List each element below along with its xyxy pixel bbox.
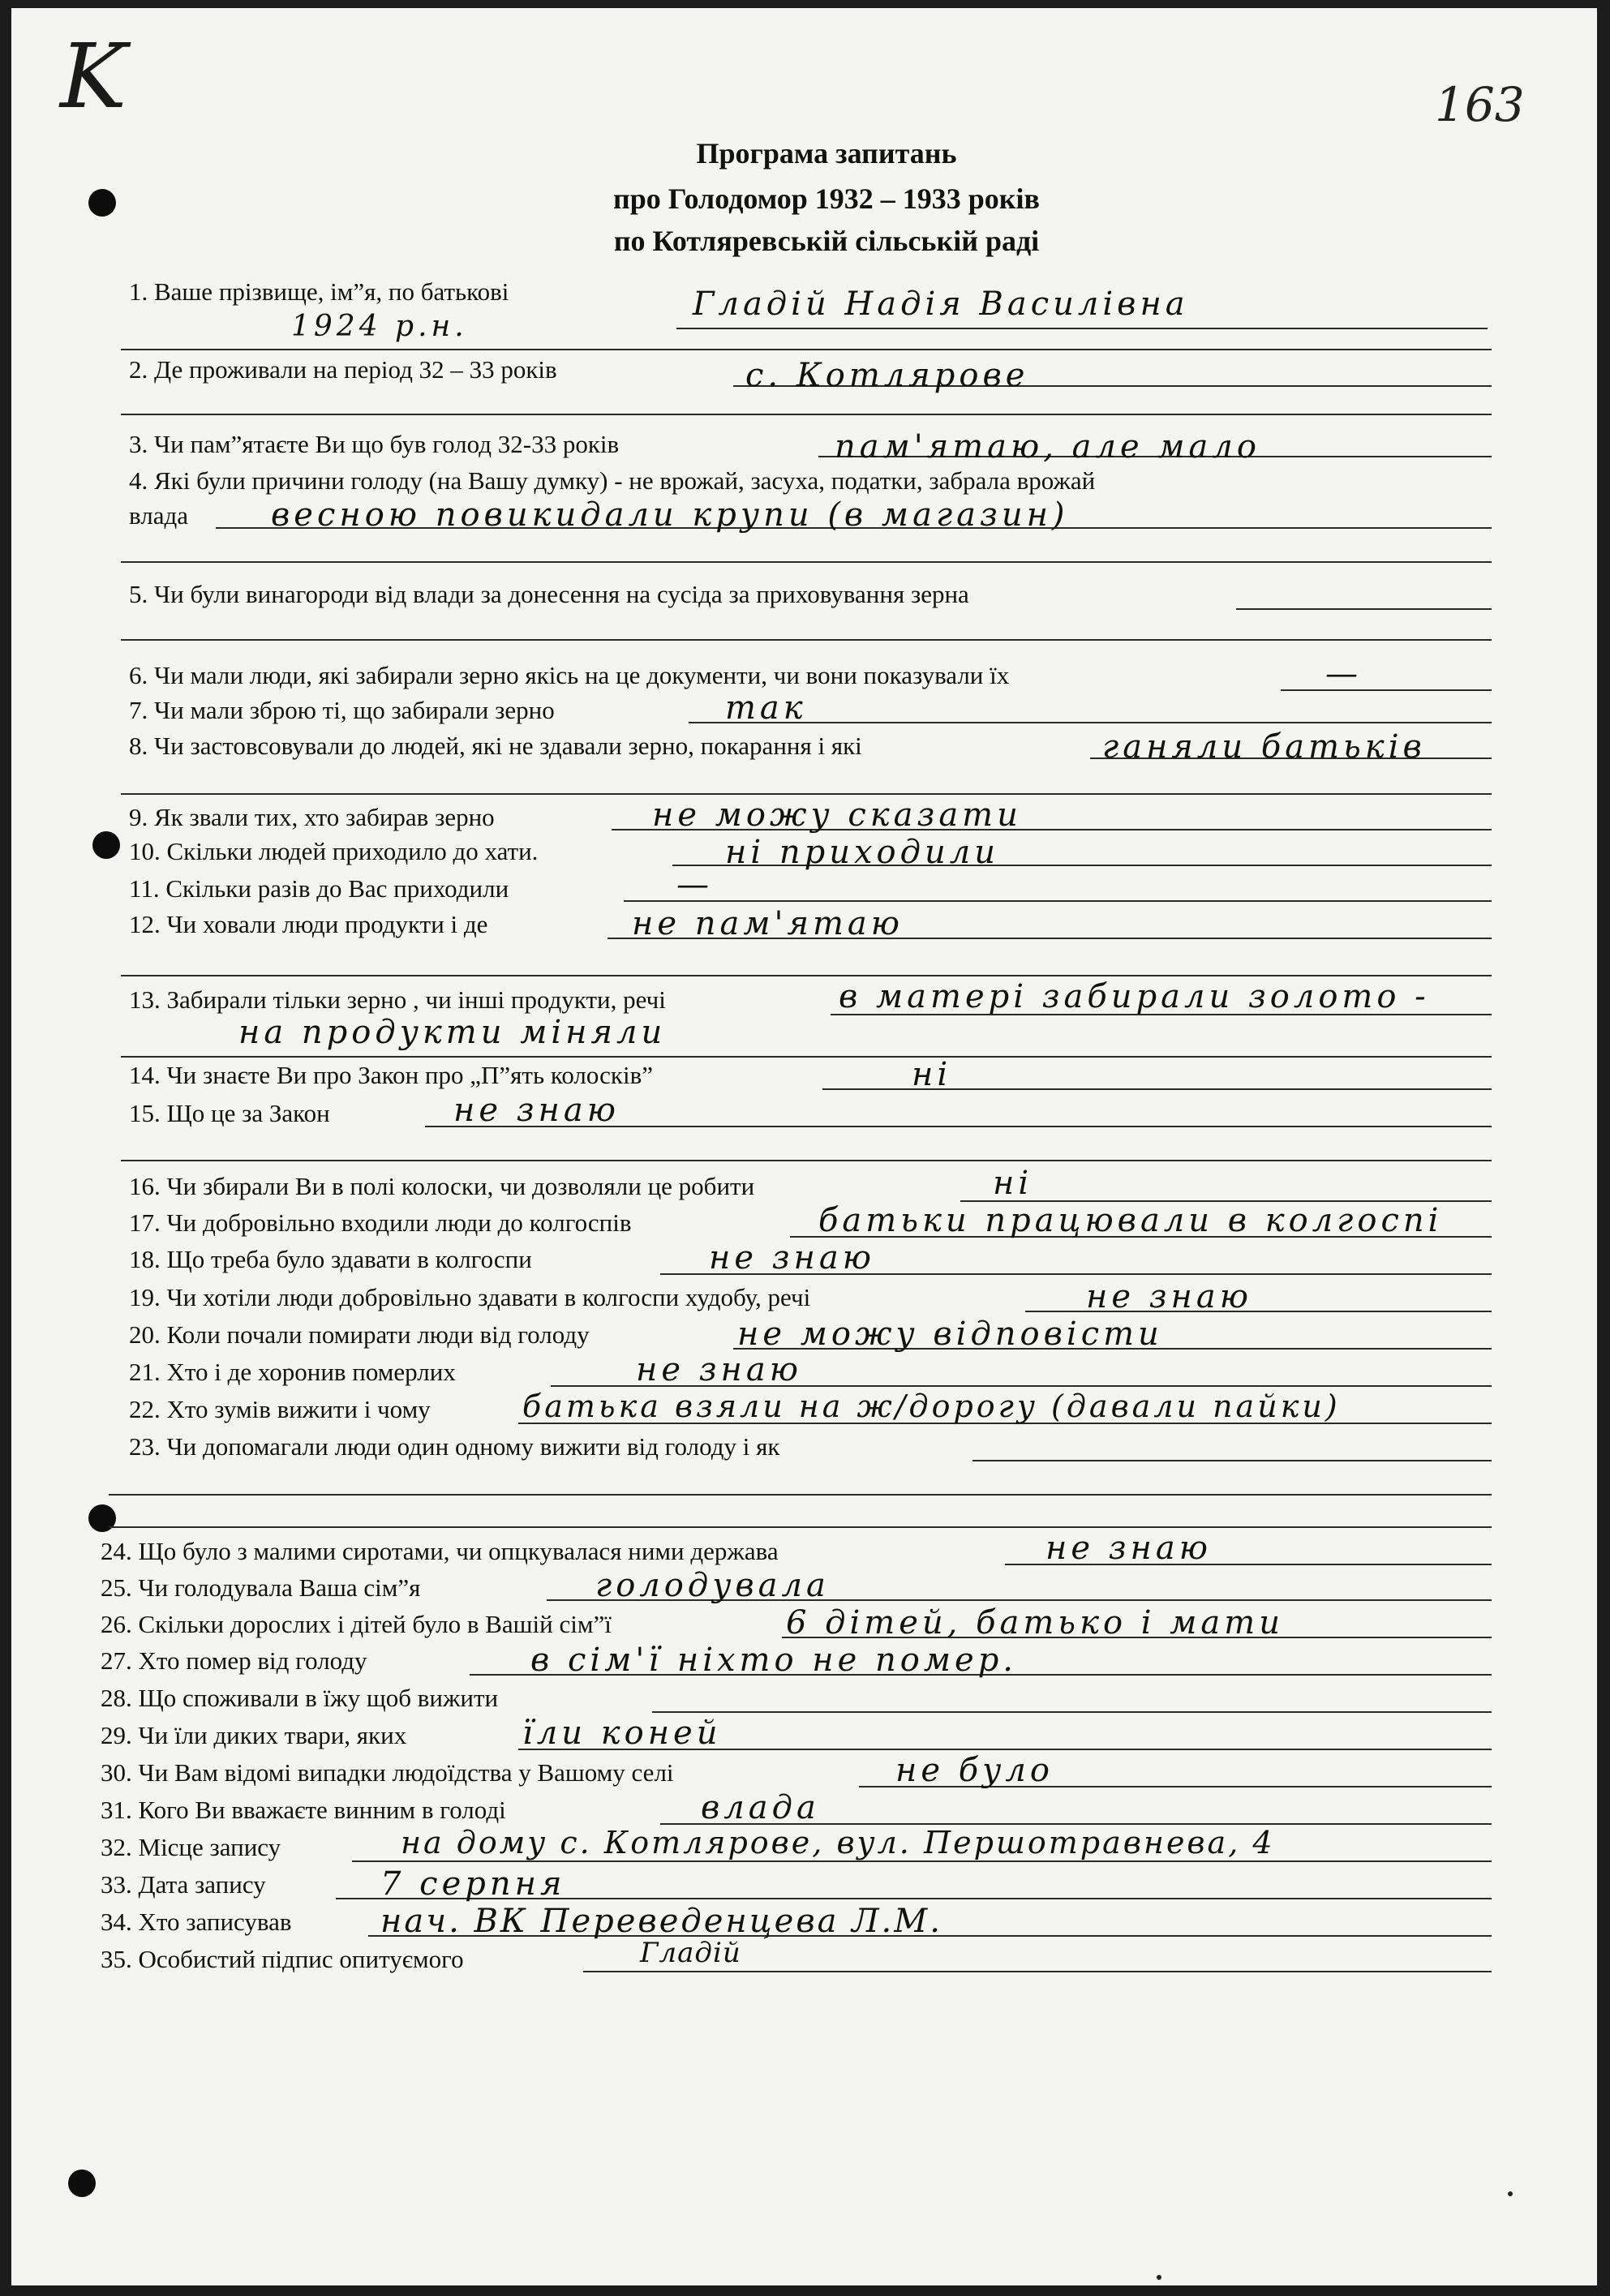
question-label: 25. Чи голодувала Ваша сім”я [101, 1573, 421, 1602]
question-label: 7. Чи мали зброю ті, що забирали зерно [129, 696, 555, 724]
punch-hole [92, 831, 120, 859]
answer-line [972, 1460, 1492, 1461]
answer-line [1236, 608, 1492, 610]
handwritten-answer: не було [895, 1752, 1054, 1789]
answer-line [652, 1711, 1492, 1713]
question-label: 26. Скільки дорослих і дітей було в Вашій сім”ї [101, 1610, 612, 1638]
title-line-2: про Голодомор 1932 – 1933 років [613, 182, 1040, 215]
answer-line [121, 561, 1492, 563]
handwritten-answer: голодувала [595, 1567, 830, 1604]
answer-line [121, 975, 1492, 976]
answer-line [121, 793, 1492, 795]
answer-line [689, 722, 1492, 723]
question-label: 6. Чи мали люди, які забирали зерно якісь на це документи, чи вони показували їх [129, 661, 1010, 689]
handwritten-answer: їли коней [522, 1714, 722, 1752]
handwritten-answer: в сім'ї ніхто не помер. [530, 1642, 1018, 1679]
question-label: 11. Скільки разів до Вас приходили [129, 874, 509, 903]
answer-line [109, 1494, 1492, 1496]
handwritten-answer: 7 серпня [380, 1865, 566, 1903]
question-label: 10. Скільки людей приходило до хати. [129, 837, 539, 865]
answer-line [352, 1860, 1492, 1862]
question-label: 16. Чи збирали Ви в полі колоски, чи дозволяли це робити [129, 1172, 755, 1200]
handwritten-answer: не знаю [1086, 1278, 1252, 1315]
handwritten-answer: на дому с. Котлярове, вул. Першотравнева, 4 [401, 1825, 1275, 1860]
handwritten-answer: не можу відповісти [737, 1315, 1163, 1353]
corner-mark: K [60, 24, 127, 128]
answer-line [121, 349, 1492, 350]
handwritten-answer: нач. ВК Переведенцева Л.М. [380, 1903, 942, 1940]
answer-line [1281, 689, 1492, 691]
question-label: 4. Які були причини голоду (на Вашу думку) - не врожай, засуха, податки, забрала врожай [129, 466, 1096, 495]
answer-line [121, 414, 1492, 415]
question-label: 21. Хто і де хоронив померлих [129, 1358, 456, 1386]
question-label: 33. Дата запису [101, 1870, 266, 1899]
answer-line [121, 639, 1492, 641]
question-label: 2. Де проживали на період 32 – 33 років [129, 355, 557, 384]
question-label: 15. Що це за Закон [129, 1099, 330, 1127]
handwritten-answer: не знаю [453, 1092, 620, 1129]
question-label: 20. Коли почали помирати люди від голоду [129, 1320, 590, 1349]
question-label: 32. Місце запису [101, 1833, 281, 1861]
handwritten-answer: — [1325, 655, 1362, 693]
question-label: 24. Що було з малими сиротами, чи опцкувалася ними держава [101, 1537, 779, 1565]
answer-line [676, 328, 1488, 329]
handwritten-answer: на продукти міняли [238, 1014, 667, 1051]
handwritten-answer: не пам'ятаю [632, 905, 904, 942]
handwritten-answer: 6 дітей, батько і мати [786, 1604, 1284, 1642]
handwritten-answer: пам'ятаю, але мало [835, 428, 1260, 466]
question-label: 5. Чи були винагороди від влади за донесення на сусіда за приховування зерна [129, 580, 969, 608]
question-label: 35. Особистий підпис опитуємого [101, 1945, 464, 1973]
answer-line [109, 1526, 1492, 1528]
speck [1157, 2275, 1161, 2280]
speck [1508, 2191, 1513, 2196]
title-line-1: Програма запитань [696, 137, 957, 170]
handwritten-answer: 1924 р.н. [291, 310, 468, 343]
handwritten-answer: батьки працювали в колгоспі [818, 1202, 1443, 1239]
handwritten-answer: Гладій Надія Василівна [693, 285, 1189, 323]
handwritten-answer: ні [912, 1056, 952, 1093]
handwritten-answer: ганяли батьків [1102, 728, 1426, 766]
answer-line [121, 1056, 1492, 1058]
answer-line [583, 1971, 1492, 1972]
question-label: 29. Чи їли диких твари, яких [101, 1721, 407, 1749]
question-label: 30. Чи Вам відомі випадки людоїдства у Вашому селі [101, 1758, 674, 1787]
question-label: 22. Хто зумів вижити і чому [129, 1395, 431, 1423]
handwritten-answer: не знаю [636, 1351, 802, 1388]
handwritten-answer: с. Котлярове [745, 357, 1029, 394]
handwritten-answer: ні приходили [725, 834, 999, 871]
handwritten-answer: весною повикидали крупи (в магазин) [271, 496, 1069, 534]
answer-line [121, 1160, 1492, 1161]
question-label: 3. Чи пам”ятаєте Ви що був голод 32-33 років [129, 430, 620, 458]
question-label: 1. Ваше прізвище, ім”я, по батькові [129, 277, 509, 306]
punch-hole [68, 2169, 96, 2197]
handwritten-answer: не знаю [709, 1239, 875, 1277]
signature: Гладій [640, 1937, 741, 1969]
question-label: 17. Чи добровільно входили люди до колгоспів [129, 1208, 632, 1237]
question-label: 34. Хто записував [101, 1908, 292, 1936]
question-label: 9. Як звали тих, хто забирав зерно [129, 803, 495, 831]
answer-line [624, 900, 1492, 902]
question-label: 23. Чи допомагали люди один одному вижити від голоду і як [129, 1432, 780, 1461]
question-label: 31. Кого Ви вважаєте винним в голоді [101, 1796, 506, 1824]
question-label: 19. Чи хотіли люди добровільно здавати в колгоспи худобу, речі [129, 1283, 811, 1311]
question-label: 12. Чи ховали люди продукти і де [129, 910, 488, 938]
question-label: влада [129, 501, 188, 530]
handwritten-answer: батька взяли на ж/дорогу (давали пайки) [522, 1388, 1341, 1424]
question-label: 8. Чи застовсовували до людей, які не здавали зерно, покарання і які [129, 732, 862, 760]
question-label: 13. Забирали тільки зерно , чи інші продукти, речі [129, 985, 666, 1014]
page-number: 163 [1435, 77, 1525, 132]
handwritten-answer: не знаю [1045, 1530, 1212, 1567]
title-line-3: по Котляревській сільській раді [613, 225, 1040, 257]
handwritten-answer: ні [993, 1165, 1033, 1202]
document-page [11, 8, 1597, 2285]
question-label: 27. Хто помер від голоду [101, 1646, 367, 1675]
handwritten-answer: не можу сказати [652, 796, 1022, 834]
question-label: 14. Чи знаєте Ви про Закон про „П”ять колосків” [129, 1061, 654, 1089]
handwritten-answer: в матері забирали золото - [839, 978, 1430, 1015]
question-label: 28. Що споживали в їжу щоб вижити [101, 1684, 499, 1712]
handwritten-answer: — [676, 866, 713, 903]
handwritten-answer: так [725, 689, 807, 727]
handwritten-answer: влада [701, 1789, 820, 1826]
question-label: 18. Що треба було здавати в колгоспи [129, 1245, 532, 1273]
